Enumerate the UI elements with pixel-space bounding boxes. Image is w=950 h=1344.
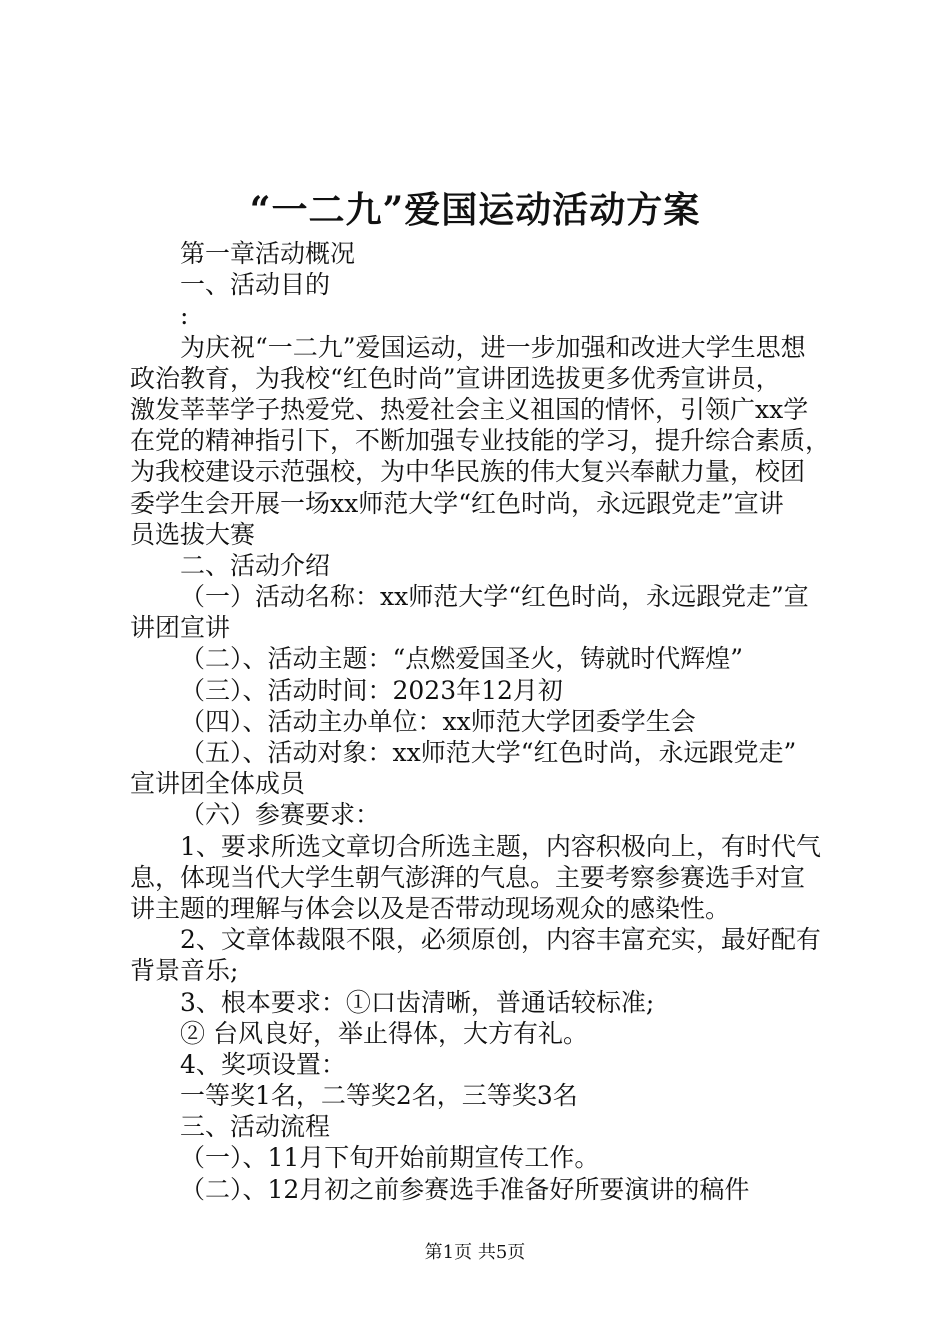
text-line: 委学生会开展一场xx师范大学“红色时尚，永远跟党走”宣讲 bbox=[130, 488, 784, 518]
text-line: （五）、活动对象：xx师范大学“红色时尚，永远跟党走” bbox=[180, 738, 797, 767]
text-line: 第一章活动概况 bbox=[180, 239, 356, 268]
text-line: 为我校建设示范强校，为中华民族的伟大复兴奉献力量，校团 bbox=[130, 457, 806, 487]
text-line: 一、活动目的 bbox=[180, 270, 331, 300]
text-line: 政治教育，为我校“红色时尚”宣讲团选拔更多优秀宣讲员， bbox=[130, 363, 781, 393]
text-line: 一等奖1名，二等奖2名，三等奖3名 bbox=[180, 1081, 578, 1111]
text-line: （四）、活动主办单位：xx师范大学团委学生会 bbox=[180, 706, 696, 736]
text-line: 3、根本要求：①口齿清晰，普通话较标准; bbox=[180, 987, 655, 1017]
text-line: 背景音乐; bbox=[130, 956, 239, 986]
text-line: 2、文章体裁限不限，必须原创，内容丰富充实，最好配有 bbox=[180, 925, 821, 955]
text-line: （二）、12月初之前参赛选手准备好所要演讲的稿件 bbox=[180, 1174, 750, 1204]
text-line: 二、活动介绍 bbox=[180, 550, 331, 580]
text-line: ② 台风良好，举止得体，大方有礼。 bbox=[180, 1018, 588, 1048]
text-line: 4、奖项设置： bbox=[180, 1049, 346, 1079]
page-footer: 第1页 共5页 bbox=[424, 1242, 526, 1263]
text-line: : bbox=[180, 301, 189, 331]
document-title: “一二九”爱国运动活动方案 bbox=[249, 189, 701, 231]
text-line: 讲团宣讲 bbox=[130, 613, 231, 643]
text-line: （二）、活动主题：“点燃爱国圣火，铸就时代辉煌” bbox=[180, 644, 744, 674]
text-line: 三、活动流程 bbox=[180, 1112, 331, 1142]
text-line: 为庆祝“一二九”爱国运动，进一步加强和改进大学生思想 bbox=[180, 332, 806, 362]
text-line: 员选拔大赛 bbox=[130, 519, 256, 549]
text-line: （三）、活动时间：2023年12月初 bbox=[180, 675, 563, 705]
text-line: 激发莘莘学子热爱党、热爱社会主义祖国的情怀，引领广xx学 bbox=[130, 394, 809, 424]
text-line: 息，体现当代大学生朝气澎湃的气息。主要考察参赛选手对宣 bbox=[130, 862, 806, 892]
text-line: 讲主题的理解与体会以及是否带动现场观众的感染性。 bbox=[130, 893, 731, 923]
document-body bbox=[130, 238, 840, 1205]
text-line: （一）活动名称：xx师范大学“红色时尚，永远跟党走”宣 bbox=[180, 582, 809, 612]
text-line: 1、要求所选文章切合所选主题，内容积极向上，有时代气 bbox=[180, 831, 821, 861]
text-line: 宣讲团全体成员 bbox=[130, 769, 306, 799]
text-line: （六）参赛要求： bbox=[180, 800, 381, 830]
text-line: 在党的精神指引下，不断加强专业技能的学习，提升综合素质， bbox=[130, 426, 831, 456]
text-line: （一）、11月下旬开始前期宣传工作。 bbox=[180, 1143, 600, 1173]
